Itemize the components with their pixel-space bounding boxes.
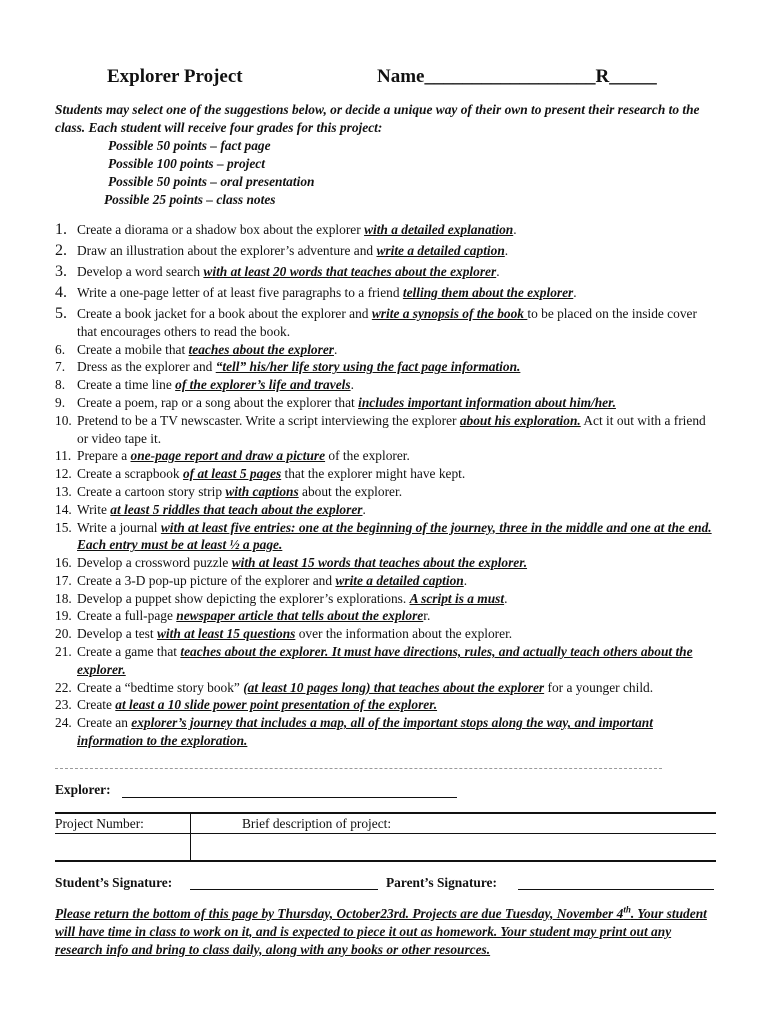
list-item-text	[77, 519, 720, 555]
item-text: .	[333, 341, 338, 357]
list-item-text	[77, 465, 720, 483]
list-item-number: 19.	[55, 608, 72, 624]
emphasis-text: (at least 10 pages long) that teaches about the explorer	[243, 679, 545, 695]
item-text: Create a poem, rap or a song about the explorer that	[77, 394, 359, 410]
item-text: .	[463, 572, 468, 588]
explorer-blank-line	[122, 797, 457, 798]
table-bottom-rule	[55, 860, 716, 862]
points-oral-presentation: Possible 50 points – oral presentation	[108, 174, 315, 189]
list-item-number: 6.	[55, 341, 66, 357]
table-top-rule	[55, 812, 716, 814]
list-item-number: 16.	[55, 555, 72, 571]
emphasis-text: write a detailed caption	[335, 572, 464, 588]
item-text: Develop a crossword puzzle	[77, 555, 232, 571]
list-item	[55, 519, 720, 555]
item-text: Create an	[77, 715, 132, 731]
list-item-number: 3.	[55, 262, 67, 280]
emphasis-text: telling them about the explorer	[402, 284, 574, 300]
list-item-text	[77, 242, 720, 260]
item-text: over the information about the explorer.	[295, 626, 513, 642]
list-item-text	[77, 607, 720, 625]
emphasis-text: of at least 5 pages	[182, 466, 282, 482]
list-item-number: 24.	[55, 715, 72, 731]
list-item	[55, 554, 720, 572]
emphasis-text: teaches about the explorer	[188, 341, 334, 357]
item-text: Create a scrapbook	[77, 466, 183, 482]
list-item	[55, 412, 720, 448]
list-item-number: 11.	[55, 448, 72, 464]
list-item-number: 10.	[55, 412, 72, 428]
grading-points	[55, 137, 455, 209]
student-signature-line	[190, 889, 378, 890]
emphasis-text: about his exploration.	[459, 412, 581, 428]
list-item	[55, 242, 720, 260]
emphasis-text: with at least five entries: one at the beginning of the journey, three in the middle and one at the end. Each entry must be at least ½ a page.	[77, 519, 712, 553]
return-instructions	[55, 905, 720, 958]
list-item-number: 23.	[55, 697, 72, 713]
item-text: to be placed on the inside cover that encourages others to read the book.	[77, 305, 697, 339]
footer-text-b: . Your student will have time in class to work on it, and is expected to piece it out as homework. Your student may print out any research info and bring to class daily, along with any books or other resources.	[55, 906, 707, 957]
item-text: for a younger child.	[544, 679, 654, 695]
item-text: r.	[423, 608, 431, 624]
item-text: Create	[77, 697, 116, 713]
item-text: Create a book jacket for a book about the explorer and	[77, 305, 372, 321]
item-text: about the explorer.	[298, 483, 403, 499]
footer-superscript: th	[623, 904, 631, 915]
list-item	[55, 483, 720, 501]
emphasis-text: of the explorer’s life and travels	[175, 377, 351, 393]
list-item-number: 8.	[55, 377, 66, 393]
emphasis-text: A script is a must	[409, 590, 505, 606]
list-item	[55, 643, 720, 679]
table-middle-rule	[55, 833, 716, 834]
list-item	[55, 465, 720, 483]
list-item	[55, 221, 720, 239]
item-text: .	[504, 590, 508, 606]
list-item-text	[77, 572, 720, 590]
parent-signature-label: Parent’s Signature:	[386, 875, 497, 890]
emphasis-text: explorer’s journey that includes a map, all of the important stops along the way, and important information to the exploration.	[77, 715, 653, 749]
project-table	[55, 812, 716, 862]
emphasis-text: teaches about the explorer. It must have directions, rules, and actually teach others about the explorer.	[77, 644, 693, 677]
student-signature-label: Student’s Signature:	[55, 875, 173, 890]
page-title: Explorer Project	[107, 66, 243, 87]
list-item-text	[77, 221, 720, 239]
list-item	[55, 572, 720, 590]
list-item-text	[77, 625, 720, 643]
item-text: Dress as the explorer and	[77, 359, 216, 375]
item-text: Draw an illustration about the explorer’s adventure and	[77, 242, 377, 258]
item-text: Develop a test	[77, 626, 157, 642]
list-item-text	[77, 643, 720, 679]
list-item-text	[77, 679, 720, 697]
project-number-label: Project Number:	[55, 816, 144, 831]
points-project: Possible 100 points – project	[108, 156, 265, 171]
item-text: Develop a word search	[77, 263, 204, 279]
header	[0, 66, 770, 92]
list-item-number: 13.	[55, 483, 72, 499]
emphasis-text: with at least 15 words that teaches about the explorer.	[231, 555, 528, 571]
list-item	[55, 625, 720, 643]
list-item	[55, 394, 720, 412]
list-item-text	[77, 696, 720, 714]
item-text: Create a “bedtime story book”	[77, 679, 244, 695]
emphasis-text: with at least 20 words that teaches about the explorer	[203, 263, 497, 279]
item-text: .	[513, 222, 517, 237]
list-item-number: 15.	[55, 519, 72, 535]
item-text: Create a game that	[77, 644, 181, 660]
item-text: Create a full-page	[77, 608, 177, 624]
item-text: Develop a puppet show depicting the explorer’s explorations.	[77, 590, 410, 606]
item-text: Write	[77, 501, 111, 517]
list-item	[55, 714, 720, 750]
emphasis-text: with at least 15 questions	[156, 626, 296, 642]
item-text: .	[350, 377, 354, 393]
list-item-number: 22.	[55, 679, 72, 695]
points-class-notes: Possible 25 points – class notes	[104, 192, 276, 207]
item-text: Create a mobile that	[77, 341, 189, 357]
item-text: Prepare a	[77, 448, 131, 464]
brief-description-label: Brief description of project:	[242, 816, 392, 831]
item-text: Pretend to be a TV newscaster. Write a script interviewing the explorer	[77, 412, 460, 428]
emphasis-text: at least a 10 slide power point presentation of the explorer.	[115, 697, 438, 713]
list-item-number: 21.	[55, 644, 72, 660]
list-item-text	[77, 341, 720, 359]
emphasis-text: newspaper article that tells about the explore	[176, 608, 424, 624]
list-item-number: 4.	[55, 283, 67, 301]
emphasis-text: includes important information about him/her.	[358, 394, 616, 410]
list-item-number: 18.	[55, 590, 72, 606]
list-item-text	[77, 554, 720, 572]
emphasis-text: write a detailed caption	[376, 242, 505, 258]
item-text: of the explorer.	[325, 448, 410, 464]
list-item	[55, 376, 720, 394]
item-text: .	[573, 284, 577, 300]
emphasis-text: one-page report and draw a picture	[130, 448, 326, 464]
list-item-number: 1.	[55, 221, 67, 238]
list-item-number: 9.	[55, 394, 66, 410]
list-item	[55, 358, 720, 376]
explorer-label: Explorer:	[55, 782, 111, 797]
cut-line	[55, 768, 662, 769]
list-item	[55, 305, 720, 341]
item-text: .	[504, 242, 509, 258]
project-options-list	[55, 221, 720, 750]
list-item	[55, 447, 720, 465]
list-item-text	[77, 412, 720, 448]
item-text: .	[496, 263, 500, 279]
points-fact-page: Possible 50 points – fact page	[108, 138, 271, 153]
list-item-number: 12.	[55, 466, 72, 482]
list-item-text	[77, 447, 720, 465]
list-item	[55, 679, 720, 697]
list-item-text	[77, 263, 720, 281]
list-item-text	[77, 590, 720, 608]
list-item	[55, 341, 720, 359]
item-text: that the explorer might have kept.	[281, 466, 466, 482]
item-text: Write a journal	[77, 519, 161, 535]
item-text: Create a time line	[77, 377, 176, 393]
item-text: Act it out with a friend or video tape it.	[77, 412, 706, 446]
list-item-text	[77, 501, 720, 519]
list-item-text	[77, 376, 720, 394]
list-item-text	[77, 358, 720, 376]
list-item	[55, 263, 720, 281]
list-item-text	[77, 394, 720, 412]
item-text: Create a diorama or a shadow box about the explorer	[77, 222, 365, 237]
intro-text: Students may select one of the suggestions below, or decide a unique way of their own to present their research to the class. Each student will receive four grades for this project:	[55, 102, 700, 135]
list-item	[55, 696, 720, 714]
list-item-text	[77, 714, 720, 750]
emphasis-text: “tell” his/her life story using the fact page information.	[215, 359, 521, 375]
list-item-number: 17.	[55, 572, 72, 588]
parent-signature-line	[518, 889, 714, 890]
item-text: Create a cartoon story strip	[77, 483, 226, 499]
list-item-text	[77, 284, 720, 302]
item-text: .	[362, 501, 366, 517]
list-item	[55, 284, 720, 302]
item-text: Create a 3-D pop-up picture of the explorer and	[77, 572, 336, 588]
list-item	[55, 501, 720, 519]
emphasis-text: write a synopsis of the book	[371, 305, 528, 321]
list-item-number: 5.	[55, 304, 67, 322]
list-item-number: 7.	[55, 359, 66, 375]
list-item-text	[77, 483, 720, 501]
emphasis-text: at least 5 riddles that teach about the explorer	[110, 501, 363, 517]
list-item	[55, 607, 720, 625]
name-line: Name__________________R_____	[377, 66, 657, 87]
footer-text-a: Please return the bottom of this page by Thursday, October23rd. Projects are due Tuesday, November 4	[55, 906, 624, 921]
list-item	[55, 590, 720, 608]
list-item-text	[77, 305, 720, 341]
list-item-number: 2.	[55, 241, 67, 259]
list-item-number: 20.	[55, 626, 72, 642]
item-text: Write a one-page letter of at least five paragraphs to a friend	[77, 284, 403, 300]
emphasis-text: with a detailed explanation	[364, 222, 514, 237]
table-column-divider	[190, 812, 191, 862]
emphasis-text: with captions	[225, 483, 299, 499]
list-item-number: 14.	[55, 501, 72, 517]
